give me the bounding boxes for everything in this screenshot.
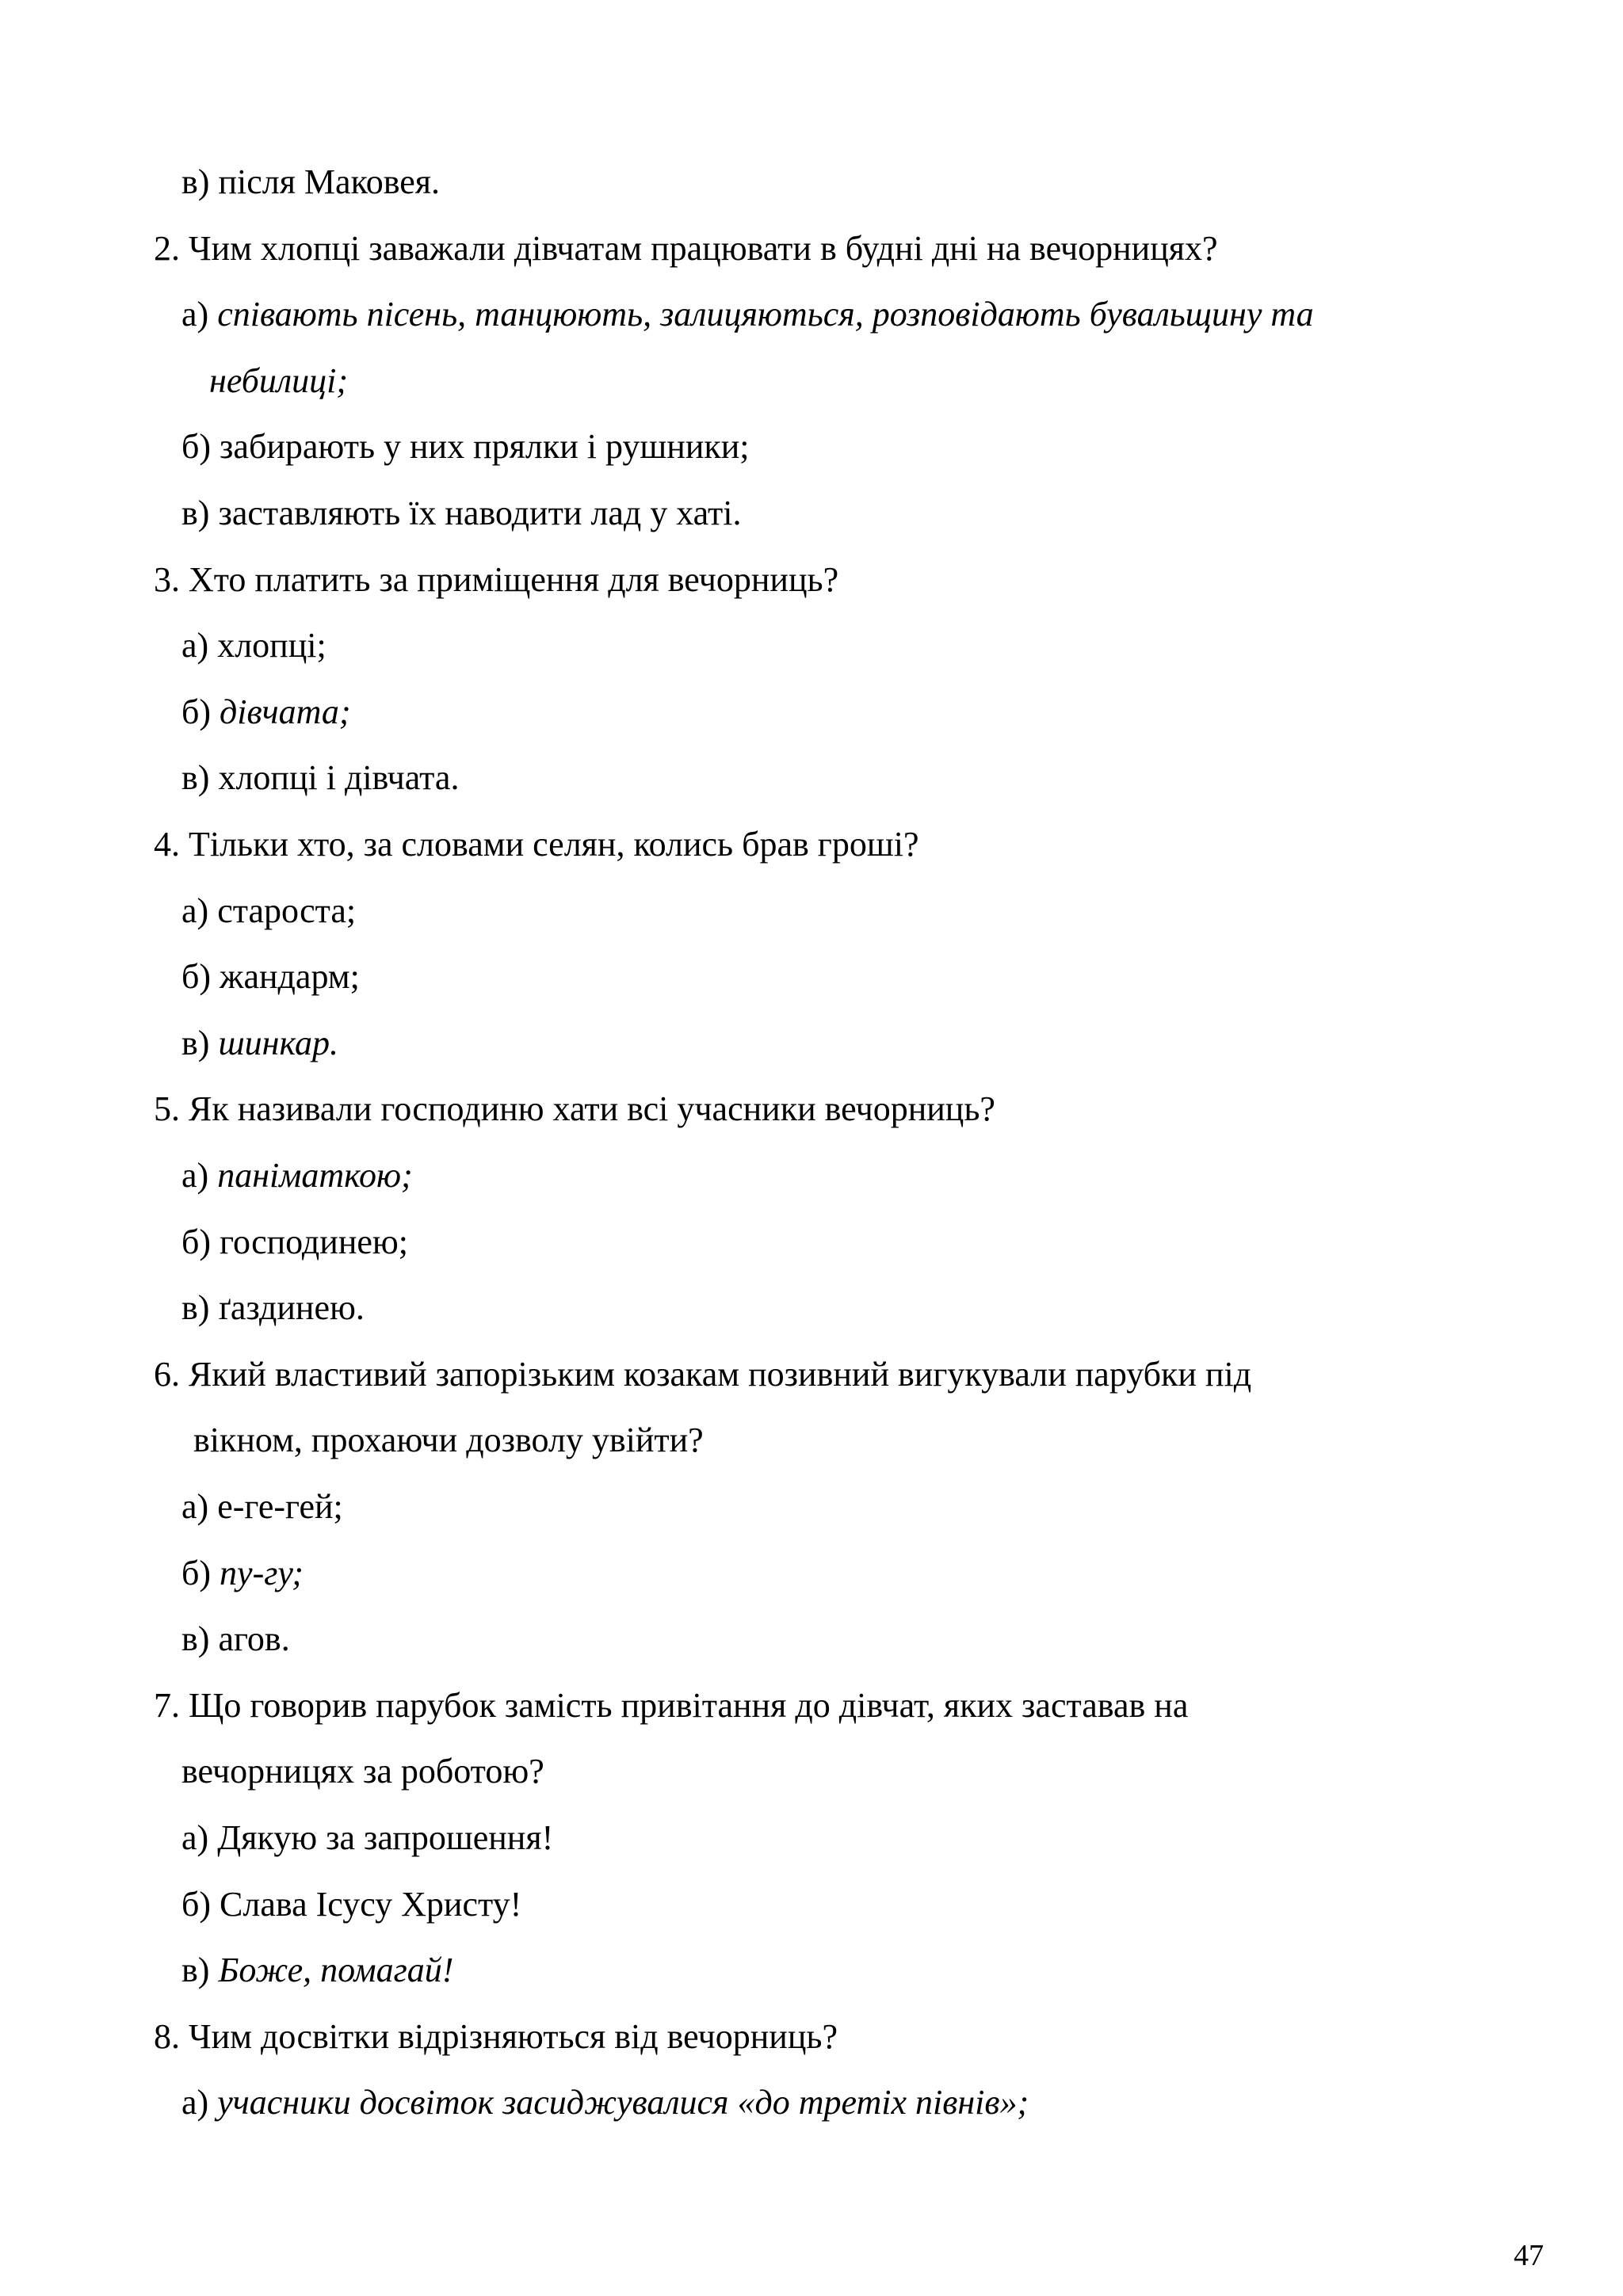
answer-option (181, 956, 360, 997)
option-letter: б) (181, 427, 220, 466)
option-letter: в) (181, 1951, 219, 1989)
line-text: 6. Який властивий запорізьким козакам позивний вигукували парубки під (154, 1355, 1252, 1394)
answer-option (181, 891, 356, 932)
line-text: 5. Як називали господиню хати всі учасники вечорниць? (154, 1089, 995, 1128)
line-text: вечорницях за роботою? (181, 1752, 544, 1791)
answer-option (181, 757, 459, 799)
correct-answer-text: дівчата; (220, 692, 351, 731)
correct-answer-text: учасники досвіток засиджувалися «до третіх півнів»; (217, 2083, 1029, 2122)
answer-option (181, 692, 351, 733)
option-letter: в) (181, 1619, 219, 1658)
correct-answer-text: шинкар. (218, 1024, 338, 1062)
option-letter: а) (181, 1487, 218, 1526)
question-text (154, 2016, 838, 2058)
option-letter: а) (181, 2083, 218, 2122)
correct-answer-text: Боже, помагай! (218, 1951, 454, 1989)
answer-option (181, 1817, 553, 1859)
answer-option (181, 294, 1314, 335)
answer-option (181, 1023, 338, 1064)
line-text: Дякую за запрошення! (217, 1818, 554, 1857)
option-letter: в) (181, 1288, 219, 1327)
line-text: ґаздинею. (218, 1288, 365, 1327)
correct-answer-text: паніматкою; (217, 1156, 413, 1195)
option-letter: в) (181, 494, 219, 532)
option-letter: б) (181, 1222, 220, 1261)
answer-option (181, 625, 327, 666)
answer-option (181, 1884, 521, 1925)
line-text: староста; (217, 891, 357, 930)
line-text: 7. Що говорив парубок замість привітання до дівчат, яких заставав на (154, 1686, 1189, 1725)
answer-option (181, 162, 440, 203)
question-text (154, 824, 919, 865)
option-letter: а) (181, 1818, 218, 1857)
question-text (154, 1685, 1188, 1726)
line-text: е-ге-гей; (217, 1487, 343, 1526)
line-text: агов. (218, 1619, 290, 1658)
line-text: хлопці і дівчата. (218, 758, 460, 797)
answer-option (181, 1950, 453, 1991)
line-text: заставляють їх наводити лад у хаті. (218, 494, 742, 532)
answer-option (181, 426, 750, 467)
answer-option (181, 1155, 413, 1196)
question-text (154, 559, 838, 601)
answer-option (181, 1486, 343, 1527)
option-letter: а) (181, 1156, 218, 1195)
correct-answer-text: небилиці; (209, 361, 348, 400)
line-text: після Маковея. (218, 162, 441, 201)
question-text (154, 1089, 995, 1130)
line-text: 3. Хто платить за приміщення для вечорниць? (154, 560, 839, 599)
answer-option (181, 1287, 365, 1329)
option-letter: в) (181, 758, 219, 797)
correct-answer-text: пу-гу; (220, 1554, 304, 1592)
answer-option (181, 1619, 290, 1660)
line-text: 8. Чим досвітки відрізняються від вечорниць? (154, 2017, 838, 2056)
line-text: Слава Ісусу Христу! (220, 1885, 522, 1924)
answer-option (181, 2082, 1029, 2123)
question-text (154, 228, 1218, 269)
line-text: господинею; (220, 1222, 409, 1261)
line-text: вікном, прохаючи дозволу увійти? (193, 1421, 704, 1459)
correct-answer-text: співають пісень, танцюють, залицяються, розповідають бувальщину та (217, 295, 1314, 334)
answer-option (181, 493, 742, 534)
line-text: жандарм; (220, 957, 360, 996)
line-text: забирають у них прялки і рушники; (220, 427, 750, 466)
option-letter: а) (181, 626, 218, 665)
option-letter: а) (181, 295, 218, 334)
option-letter: б) (181, 1554, 220, 1592)
answer-option (181, 1222, 408, 1263)
option-letter: а) (181, 891, 218, 930)
option-letter: в) (181, 162, 219, 201)
line-continuation (193, 1420, 704, 1461)
answer-option (181, 1553, 304, 1594)
line-text: 2. Чим хлопці заважали дівчатам працювати в будні дні на вечорницях? (154, 229, 1218, 268)
line-continuation (181, 1751, 544, 1792)
page-number: 47 (1514, 2239, 1544, 2272)
option-letter: б) (181, 692, 220, 731)
line-text: 4. Тільки хто, за словами селян, колись брав гроші? (154, 825, 919, 864)
question-text (154, 1354, 1251, 1395)
line-text: хлопці; (217, 626, 327, 665)
option-letter: б) (181, 957, 220, 996)
option-letter: б) (181, 1885, 220, 1924)
option-letter: в) (181, 1024, 219, 1062)
line-continuation (209, 360, 348, 402)
